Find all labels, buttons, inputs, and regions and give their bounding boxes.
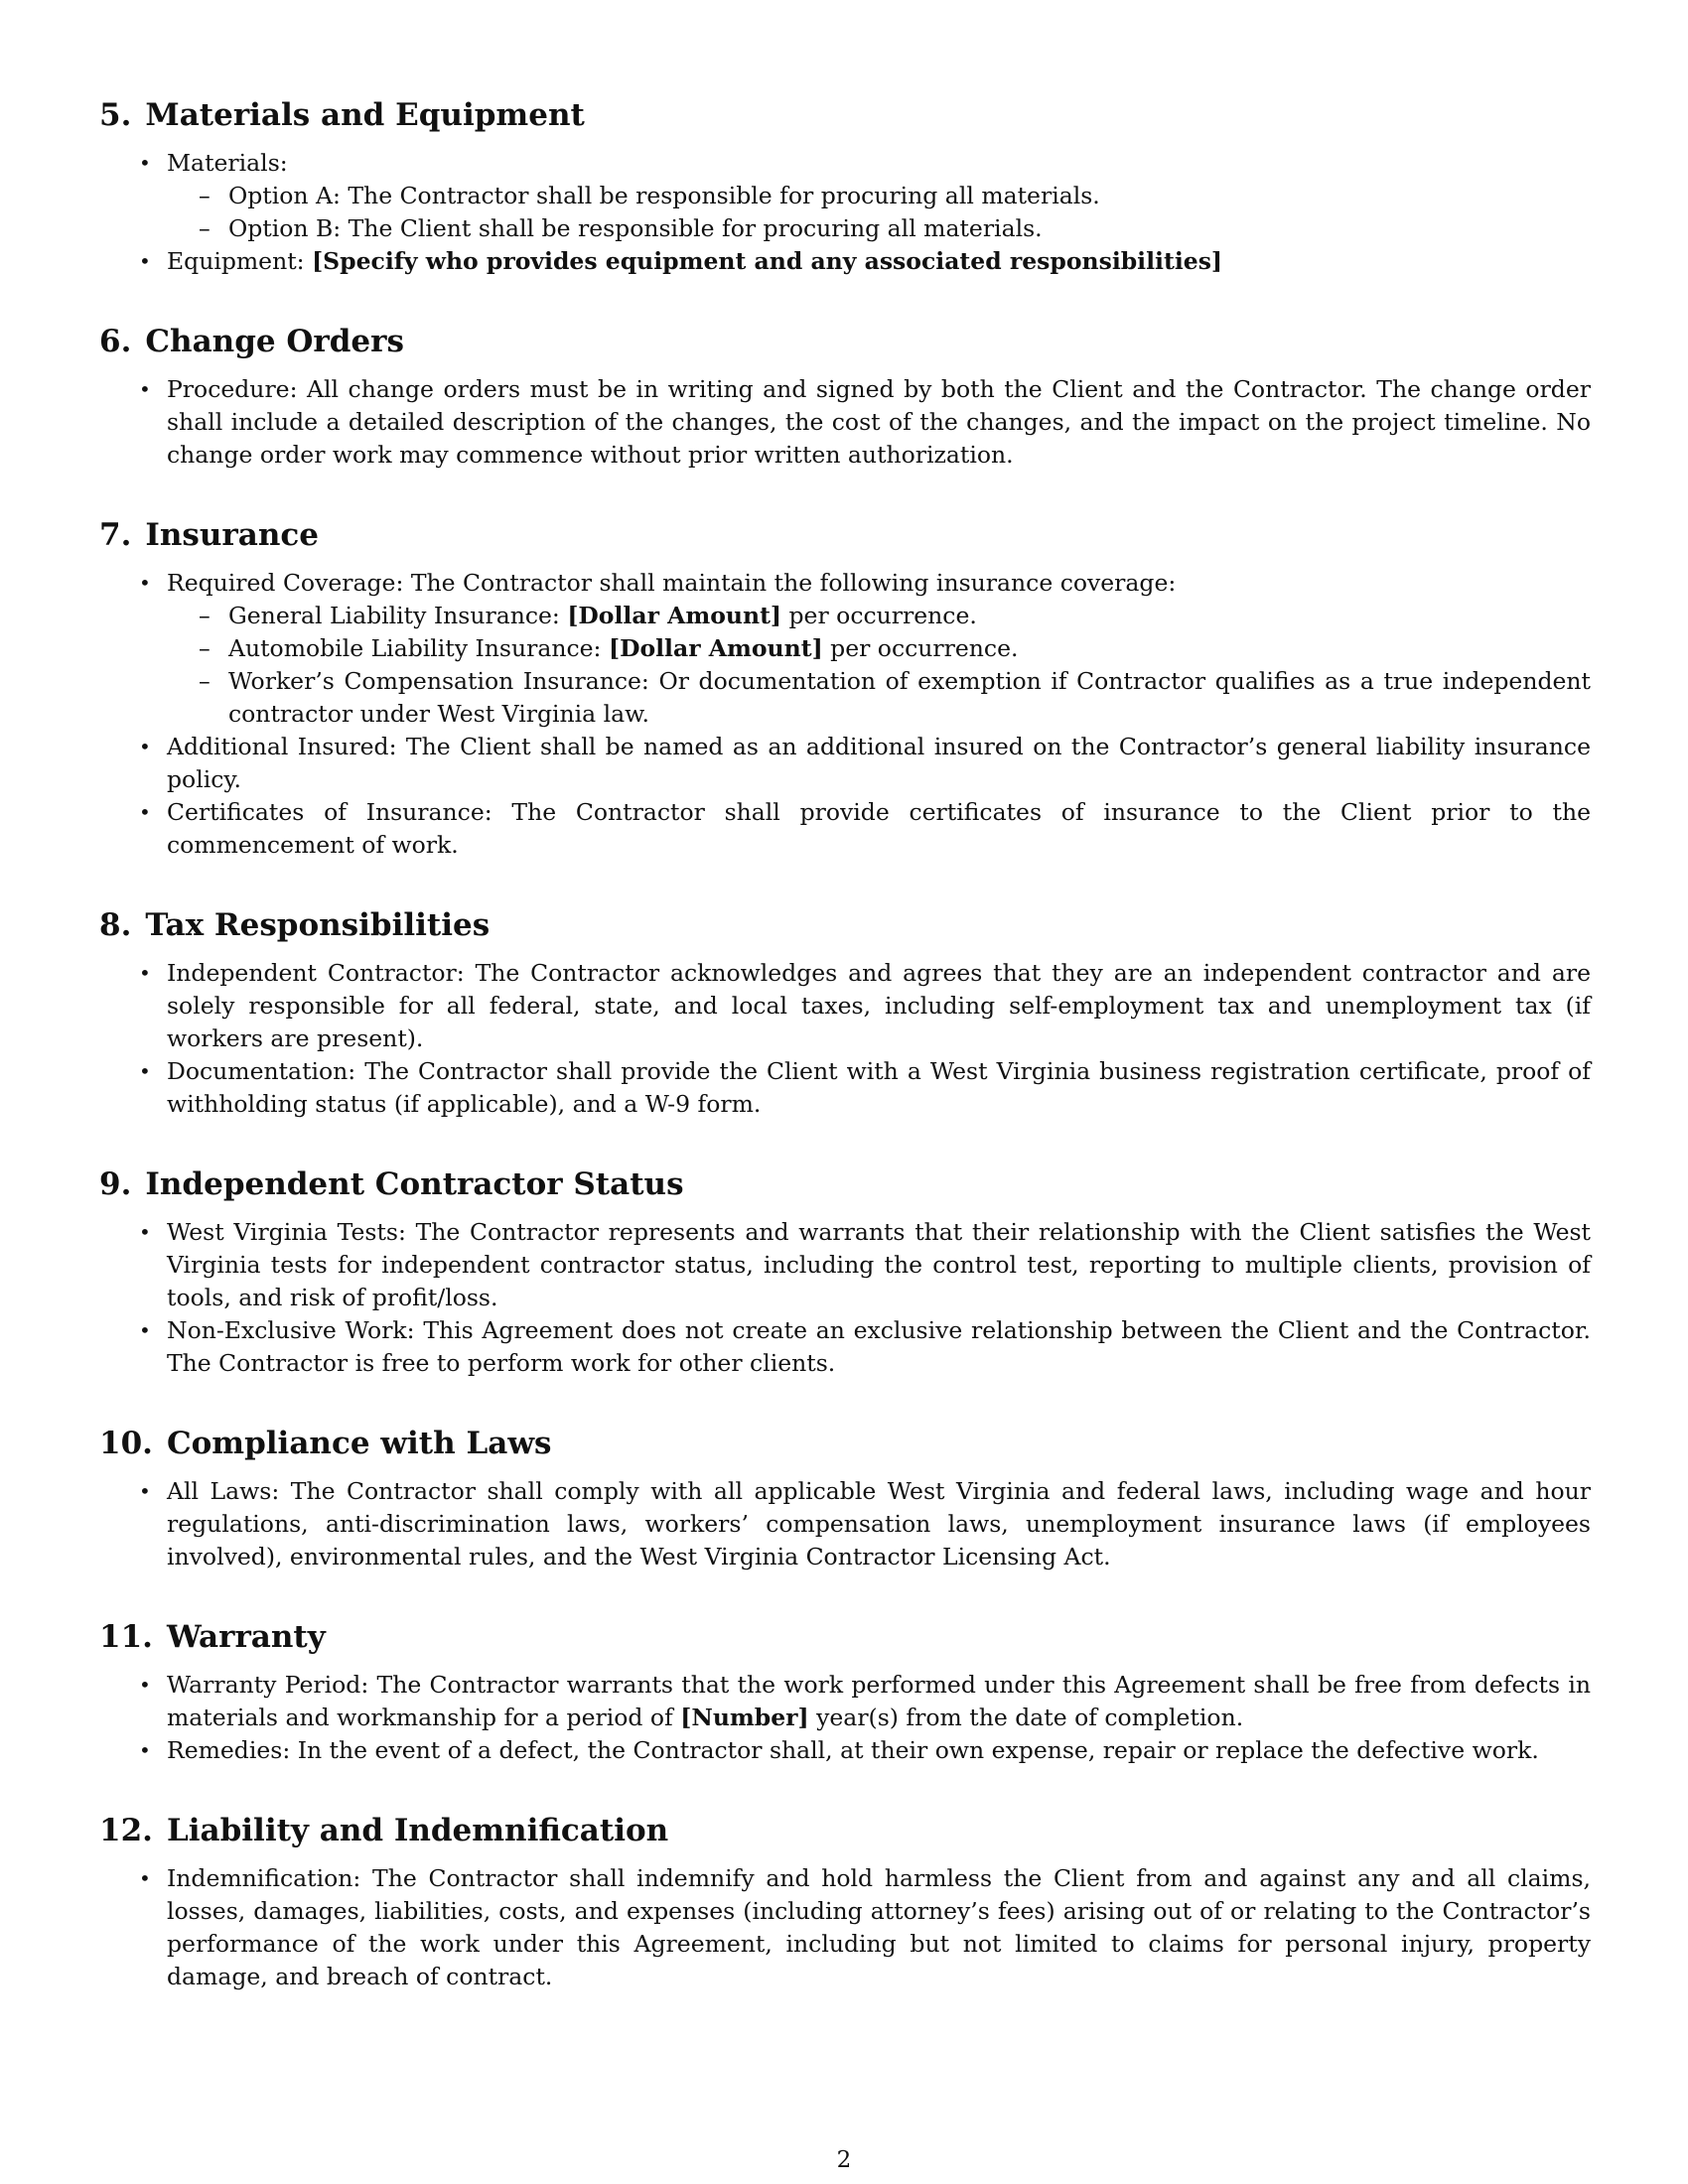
list-item xyxy=(167,245,1591,278)
section-heading xyxy=(99,95,1591,135)
section-heading xyxy=(99,1617,1591,1657)
list-item: • Non-Exclusive Work: This Agreement does not create an exclusive relationship between the Client and the Contractor. The Contractor is free to perform work for other clients. xyxy=(167,1314,1591,1380)
auto-liability-label: Automobile Liability Insurance: xyxy=(228,634,609,662)
section-materials-equipment xyxy=(99,95,1591,278)
list-item: • Certificates of Insurance: The Contractor shall provide certificates of insurance to the Client prior to the commencement of work. xyxy=(167,796,1591,862)
list-item xyxy=(167,1669,1591,1734)
sub-list xyxy=(167,600,1591,731)
sub-list-item: – Worker’s Compensation Insurance: Or documentation of exemption if Contractor qualifies as a true independent contractor under West Virginia law. xyxy=(228,665,1591,731)
section-title: Materials and Equipment xyxy=(145,97,585,133)
equipment-label: Equipment: xyxy=(167,247,313,275)
bullet-list xyxy=(99,1862,1591,1993)
general-liability-label: General Liability Insurance: xyxy=(228,602,568,629)
section-independent-contractor-status xyxy=(99,1164,1591,1380)
bullet-list xyxy=(99,1669,1591,1767)
required-coverage: Required Coverage: The Contractor shall maintain the following insurance coverage: xyxy=(167,569,1177,597)
section-change-orders xyxy=(99,322,1591,472)
section-number: 9. xyxy=(99,1166,132,1202)
section-number: 7. xyxy=(99,517,132,553)
section-heading xyxy=(99,1811,1591,1850)
list-item: • All Laws: The Contractor shall comply with all applicable West Virginia and federal laws, including wage and hour regulations, anti-discrimination laws, workers’ compensation laws, unemployment insurance laws (if employees involved), environmental rules, and the West Virginia Contractor Licensing Act. xyxy=(167,1475,1591,1573)
section-liability-indemnification xyxy=(99,1811,1591,1993)
section-number: 6. xyxy=(99,324,132,359)
section-title: Tax Responsibilities xyxy=(145,907,491,943)
materials-label: Materials: xyxy=(167,149,288,177)
list-item: • Independent Contractor: The Contractor acknowledges and agrees that they are an independent contractor and are solely responsible for all federal, state, and local taxes, including self-employment tax and unemployment tax (if workers are present). xyxy=(167,957,1591,1055)
warranty-period-prefix: Warranty Period: The Contractor warrants that the work performed under this Agreement shall be free from defects in materials and workmanship for a period of xyxy=(167,1671,1591,1731)
section-number: 12. xyxy=(99,1813,153,1848)
section-heading xyxy=(99,322,1591,361)
auto-liability-suffix: per occurrence. xyxy=(822,634,1019,662)
equipment-placeholder: [Specify who provides equipment and any associated responsibilities] xyxy=(312,247,1223,275)
section-tax-responsibilities xyxy=(99,905,1591,1121)
section-number: 8. xyxy=(99,907,132,943)
general-liability-amount: [Dollar Amount] xyxy=(567,602,782,629)
bullet-list xyxy=(99,147,1591,278)
bullet-list xyxy=(99,957,1591,1121)
list-item: • Documentation: The Contractor shall provide the Client with a West Virginia business registration certificate, proof of withholding status (if applicable), and a W-9 form. xyxy=(167,1055,1591,1121)
auto-liability-amount: [Dollar Amount] xyxy=(608,634,823,662)
section-number: 5. xyxy=(99,97,132,133)
section-insurance xyxy=(99,515,1591,862)
document-page xyxy=(99,95,1591,2037)
section-title: Compliance with Laws xyxy=(166,1426,552,1461)
section-heading xyxy=(99,515,1591,555)
bullet-list xyxy=(99,373,1591,472)
list-item: • Additional Insured: The Client shall be named as an additional insured on the Contractor’s general liability insurance policy. xyxy=(167,731,1591,796)
sub-list-item xyxy=(228,600,1591,632)
sub-list xyxy=(167,180,1591,245)
section-title: Warranty xyxy=(166,1619,326,1655)
general-liability-suffix: per occurrence. xyxy=(781,602,977,629)
page-number: 2 xyxy=(836,2147,852,2173)
list-item: • West Virginia Tests: The Contractor represents and warrants that their relationship with the Client satisfies the West Virginia tests for independent contractor status, including the control test, reporting to multiple clients, provision of tools, and risk of profit/loss. xyxy=(167,1216,1591,1314)
bullet-list xyxy=(99,1475,1591,1573)
list-item: • Procedure: All change orders must be in writing and signed by both the Client and the Contractor. The change order shall include a detailed description of the changes, the cost of the changes, and the impact on the project timeline. No change order work may commence without prior written authorization. xyxy=(167,373,1591,472)
list-item: • Remedies: In the event of a defect, the Contractor shall, at their own expense, repair or replace the defective work. xyxy=(167,1734,1591,1767)
section-number: 10. xyxy=(99,1426,153,1461)
section-title: Change Orders xyxy=(145,324,404,359)
section-heading xyxy=(99,905,1591,945)
section-heading xyxy=(99,1164,1591,1204)
list-item xyxy=(167,147,1591,245)
section-warranty xyxy=(99,1617,1591,1767)
list-item xyxy=(167,567,1591,731)
section-title: Independent Contractor Status xyxy=(145,1166,684,1202)
section-number: 11. xyxy=(99,1619,153,1655)
section-compliance-with-laws xyxy=(99,1424,1591,1573)
sub-list-item: – Option A: The Contractor shall be responsible for procuring all materials. xyxy=(228,180,1591,212)
section-title: Insurance xyxy=(145,517,319,553)
bullet-list xyxy=(99,1216,1591,1380)
section-heading xyxy=(99,1424,1591,1463)
sub-list-item xyxy=(228,632,1591,665)
sub-list-item: – Option B: The Client shall be responsible for procuring all materials. xyxy=(228,212,1591,245)
warranty-period-suffix: year(s) from the date of completion. xyxy=(808,1704,1244,1731)
bullet-list xyxy=(99,567,1591,862)
warranty-period-number: [Number] xyxy=(680,1704,809,1731)
list-item: • Indemnification: The Contractor shall indemnify and hold harmless the Client from and against any and all claims, losses, damages, liabilities, costs, and expenses (including attorney’s fees) arising out of or relating to the Contractor’s performance of the work under this Agreement, including but not limited to claims for personal injury, property damage, and breach of contract. xyxy=(167,1862,1591,1993)
section-title: Liability and Indemnification xyxy=(166,1813,669,1848)
